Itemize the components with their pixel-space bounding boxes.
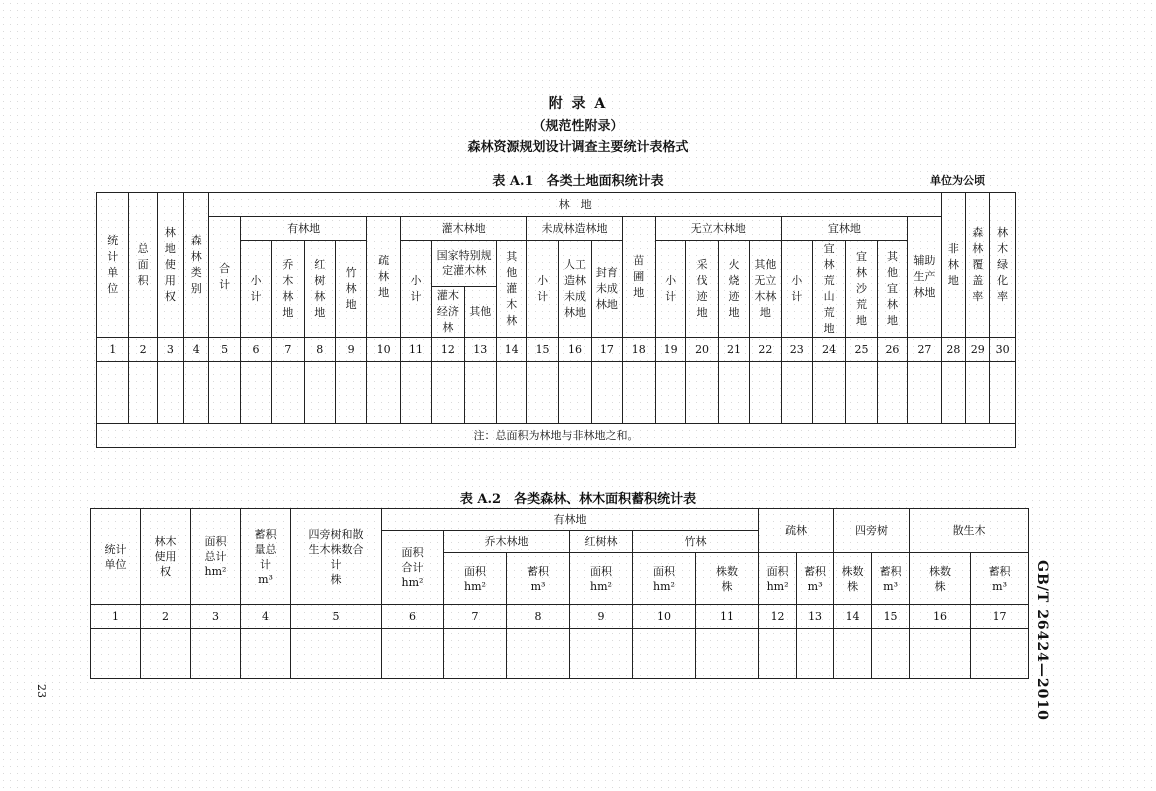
data-cell: [910, 629, 971, 679]
col-header-linmu-lvhualv: 林木绿化率: [990, 193, 1016, 338]
appendix-title: 森林资源规划设计调查主要统计表格式: [467, 140, 689, 155]
column-number: 27: [908, 338, 942, 362]
data-cell: [97, 362, 129, 424]
column-number: 15: [872, 605, 910, 629]
col-header-xuji-zongji: 蓄积量总计 m³: [241, 509, 291, 605]
column-number: 7: [272, 338, 304, 362]
table-a2-data-row: [91, 629, 1029, 679]
col-header-qita-guanmu: 其他灌木林: [497, 241, 527, 338]
col-header-zongmianji: 总面积: [129, 193, 157, 338]
standard-number: GB/T 26424—2010: [1034, 560, 1050, 721]
data-cell: [382, 629, 444, 679]
data-cell: [908, 362, 942, 424]
column-number: 29: [966, 338, 990, 362]
column-number: 11: [696, 605, 759, 629]
column-number: 2: [129, 338, 157, 362]
data-cell: [633, 629, 696, 679]
col-header-hongshulin: 红树林地: [304, 241, 335, 338]
table-a2: [90, 508, 1029, 679]
col-header-qiaomulin: 乔木林地: [272, 241, 304, 338]
column-number: 26: [877, 338, 907, 362]
column-number: 14: [834, 605, 872, 629]
column-number: 6: [240, 338, 271, 362]
column-number: 4: [241, 605, 291, 629]
data-cell: [686, 362, 718, 424]
column-number: 4: [184, 338, 209, 362]
col-header-caifa-jidi: 采伐迹地: [686, 241, 718, 338]
column-number: 22: [750, 338, 781, 362]
col-header-fengyu: 封育未成林地: [592, 241, 622, 338]
col-header-hongshu-mianji: 面积 hm²: [570, 553, 633, 605]
col-header-linmu-shiyongquan: 林木使用权: [141, 509, 191, 605]
data-cell: [750, 362, 781, 424]
data-cell: [304, 362, 335, 424]
data-cell: [797, 629, 834, 679]
column-number: 18: [622, 338, 655, 362]
column-number: 10: [633, 605, 696, 629]
data-cell: [971, 629, 1029, 679]
column-number: 16: [558, 338, 591, 362]
col-header-guojia-qita: 其他: [464, 286, 496, 337]
data-cell: [966, 362, 990, 424]
column-number: 17: [971, 605, 1029, 629]
col-header-guanmu-lindi: 灌木林地: [400, 217, 527, 241]
col-header-heji: 合计: [209, 217, 240, 338]
table-a1-note: 注：总面积为林地与非林地之和。: [97, 424, 1016, 448]
col-header-wulimu-lindi: 无立木林地: [655, 217, 781, 241]
column-number: 25: [846, 338, 877, 362]
column-number: 15: [527, 338, 558, 362]
col-header-sipang-xuji: 蓄积 m³: [872, 553, 910, 605]
col-header-tongji-danwei: 统计单位: [97, 193, 129, 338]
column-number: 1: [91, 605, 141, 629]
col-header-mianji-heji: 面积合计 hm²: [382, 531, 444, 605]
table-a1-unit: 单位为公顷: [930, 174, 985, 187]
col-header-sansheng-xuji: 蓄积 m³: [971, 553, 1029, 605]
data-cell: [240, 362, 271, 424]
col-header-guanmu-jingjilin: 灌木经济林: [432, 286, 464, 337]
data-cell: [141, 629, 191, 679]
column-number: 14: [497, 338, 527, 362]
data-cell: [367, 362, 400, 424]
col-header-hongshulin: 红树林: [570, 531, 633, 553]
column-number: 28: [941, 338, 965, 362]
column-number: 12: [759, 605, 797, 629]
data-cell: [91, 629, 141, 679]
col-header-lindi: 林 地: [209, 193, 941, 217]
appendix-heading: 附 录 A: [548, 96, 608, 112]
table-a1-number-row: [97, 338, 1016, 362]
col-header-qita-yilin: 其他宜林地: [877, 241, 907, 338]
page-number: 23: [35, 684, 48, 698]
data-cell: [507, 629, 570, 679]
column-number: 9: [335, 338, 366, 362]
appendix-nature: （规范性附录）: [532, 119, 624, 134]
col-header-yilin-shahuang: 宜林沙荒地: [846, 241, 877, 338]
data-cell: [497, 362, 527, 424]
col-header-senlin-leibie: 森林类别: [184, 193, 209, 338]
data-cell: [157, 362, 183, 424]
col-header-lindi-shiyongquan: 林地使用权: [157, 193, 183, 338]
data-cell: [272, 362, 304, 424]
column-number: 16: [910, 605, 971, 629]
data-cell: [696, 629, 759, 679]
column-number: 9: [570, 605, 633, 629]
col-header-sanshengmu: 散生木: [910, 509, 1029, 553]
column-number: 3: [191, 605, 241, 629]
data-cell: [570, 629, 633, 679]
data-cell: [718, 362, 749, 424]
column-number: 1: [97, 338, 129, 362]
data-cell: [941, 362, 965, 424]
col-header-shulin: 疏林: [759, 509, 834, 553]
column-number: 3: [157, 338, 183, 362]
col-header-guanmu-xiaoji: 小计: [400, 241, 431, 338]
col-header-yilin-xiaoji: 小计: [781, 241, 812, 338]
col-header-qiaomu-xuji: 蓄积 m³: [507, 553, 570, 605]
data-cell: [241, 629, 291, 679]
col-header-mianji-zongji: 面积总计 hm²: [191, 509, 241, 605]
column-number: 12: [432, 338, 464, 362]
table-a1: [96, 192, 1016, 448]
col-header-yilin-huangshan: 宜林荒山荒地: [812, 241, 845, 338]
column-number: 5: [291, 605, 382, 629]
data-cell: [209, 362, 240, 424]
column-number: 2: [141, 605, 191, 629]
col-header-sipang-sansheng: 四旁树和散生木株数合计 株: [291, 509, 382, 605]
column-number: 6: [382, 605, 444, 629]
col-header-yilindi: 宜林地: [781, 217, 908, 241]
col-header-sansheng-zhushu: 株数 株: [910, 553, 971, 605]
col-header-qiaomu-lindi: 乔木林地: [444, 531, 570, 553]
data-cell: [781, 362, 812, 424]
data-cell: [846, 362, 877, 424]
data-cell: [655, 362, 685, 424]
col-header-huoshao-jidi: 火烧迹地: [718, 241, 749, 338]
column-number: 30: [990, 338, 1016, 362]
column-number: 13: [797, 605, 834, 629]
data-cell: [191, 629, 241, 679]
col-header-weichenglin: 未成林造林地: [527, 217, 622, 241]
data-cell: [432, 362, 464, 424]
data-cell: [812, 362, 845, 424]
data-cell: [444, 629, 507, 679]
column-number: 13: [464, 338, 496, 362]
column-number: 20: [686, 338, 718, 362]
col-header-zhulin-mianji: 面积 hm²: [633, 553, 696, 605]
data-cell: [877, 362, 907, 424]
data-cell: [759, 629, 797, 679]
col-header-tongji-danwei: 统计单位: [91, 509, 141, 605]
col-header-sipang-zhushu: 株数 株: [834, 553, 872, 605]
column-number: 8: [304, 338, 335, 362]
table-a1-data-row: [97, 362, 1016, 424]
col-header-weichenglin-xiaoji: 小计: [527, 241, 558, 338]
col-header-feilindi: 非林地: [941, 193, 965, 338]
data-cell: [129, 362, 157, 424]
col-header-fuzhu-shengchan: 辅助生产林地: [908, 217, 942, 338]
data-cell: [527, 362, 558, 424]
col-header-zhulin-zhushu: 株数 株: [696, 553, 759, 605]
column-number: 10: [367, 338, 400, 362]
data-cell: [834, 629, 872, 679]
col-header-youlindi: 有林地: [240, 217, 367, 241]
data-cell: [335, 362, 366, 424]
column-number: 23: [781, 338, 812, 362]
table-a1-caption: 表 A.1 各类土地面积统计表: [492, 174, 664, 189]
data-cell: [464, 362, 496, 424]
col-header-zhulindi: 竹林地: [335, 241, 366, 338]
column-number: 5: [209, 338, 240, 362]
col-header-rengong-zaolin: 人工造林未成林地: [558, 241, 591, 338]
data-cell: [592, 362, 622, 424]
data-cell: [291, 629, 382, 679]
data-cell: [184, 362, 209, 424]
col-header-youlindi: 有林地: [382, 509, 759, 531]
col-header-senlin-fugailv: 森林覆盖率: [966, 193, 990, 338]
col-header-youlindi-xiaoji: 小计: [240, 241, 271, 338]
column-number: 8: [507, 605, 570, 629]
table-a2-caption: 表 A.2 各类森林、林木面积蓄积统计表: [459, 492, 697, 507]
data-cell: [558, 362, 591, 424]
column-number: 24: [812, 338, 845, 362]
column-number: 11: [400, 338, 431, 362]
data-cell: [400, 362, 431, 424]
col-header-qita-wulimu: 其他无立木林地: [750, 241, 781, 338]
data-cell: [622, 362, 655, 424]
column-number: 21: [718, 338, 749, 362]
data-cell: [990, 362, 1016, 424]
column-number: 19: [655, 338, 685, 362]
column-number: 17: [592, 338, 622, 362]
table-a2-number-row: [91, 605, 1029, 629]
col-header-sipangshu: 四旁树: [834, 509, 910, 553]
col-header-guojia-guanmu: 国家特别规定灌木林: [432, 241, 497, 287]
col-header-shulindi: 疏林地: [367, 217, 400, 338]
col-header-zhulin: 竹林: [633, 531, 759, 553]
col-header-qiaomu-mianji: 面积 hm²: [444, 553, 507, 605]
col-header-miaopudi: 苗圃地: [622, 217, 655, 338]
data-cell: [872, 629, 910, 679]
col-header-shulin-mianji: 面积 hm²: [759, 553, 797, 605]
column-number: 7: [444, 605, 507, 629]
col-header-wulimu-xiaoji: 小计: [655, 241, 685, 338]
col-header-shulin-xuji: 蓄积 m³: [797, 553, 834, 605]
